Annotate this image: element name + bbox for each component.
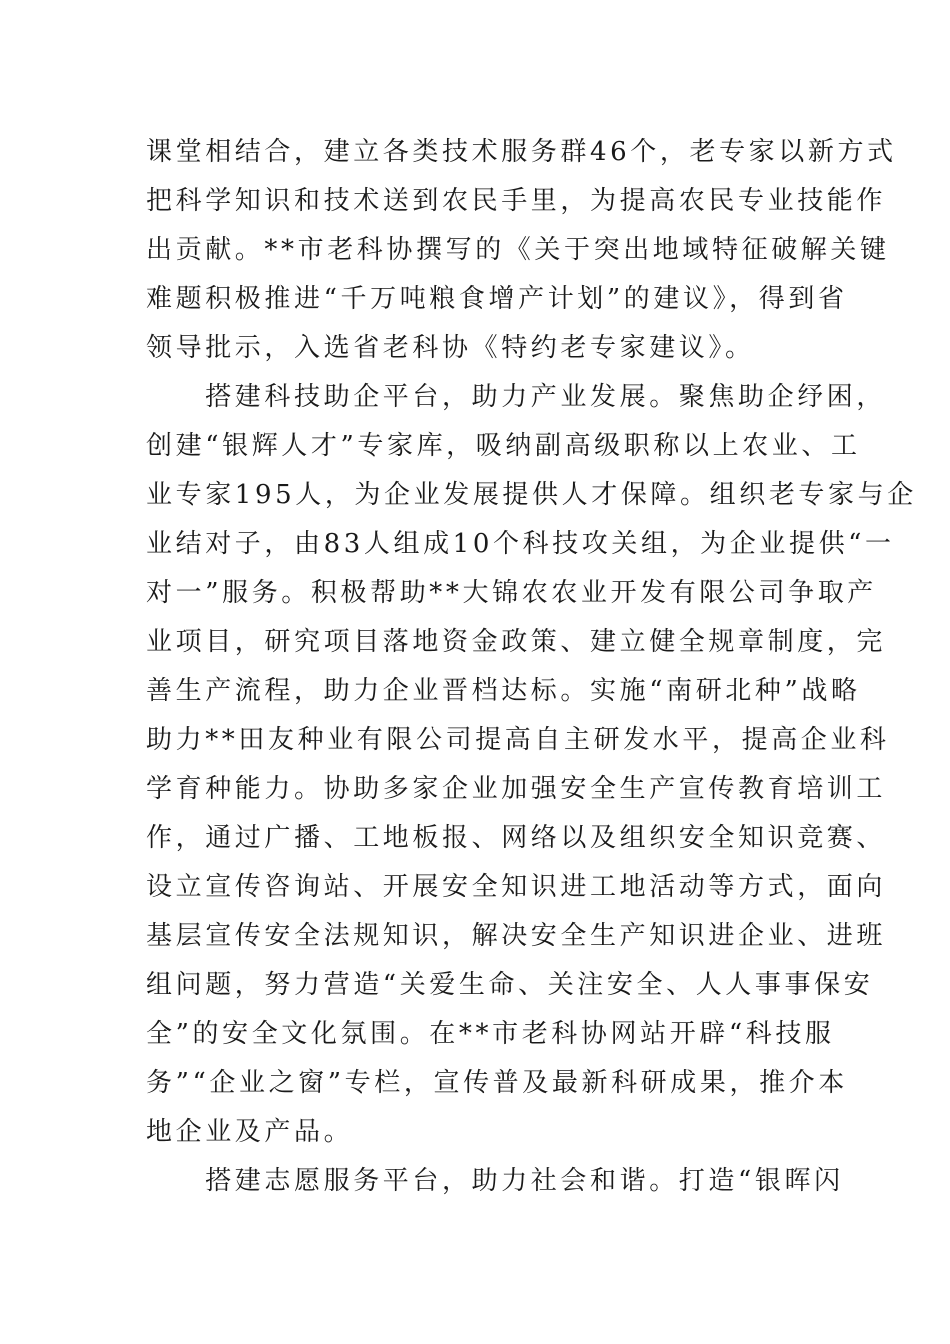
text-line: 务”“企业之窗”专栏，宣传普及最新科研成果，推介本: [146, 1068, 848, 1098]
text-line: 善生产流程，助力企业晋档达标。实施“南研北种”战略: [146, 676, 861, 706]
text-line: 课堂相结合，建立各类技术服务群46个，老专家以新方式: [146, 137, 897, 167]
text-line: 基层宣传安全法规知识，解决安全生产知识进企业、进班: [146, 921, 887, 951]
text-line: 学育种能力。协助多家企业加强安全生产宣传教育培训工: [146, 774, 887, 804]
text-line: 创建“银辉人才”专家库，吸纳副高级职称以上农业、工: [146, 431, 861, 461]
text-line: 设立宣传咨询站、开展安全知识进工地活动等方式，面向: [146, 872, 887, 902]
text-line: 把科学知识和技术送到农民手里，为提高农民专业技能作: [146, 186, 887, 216]
text-line: 领导批示，入选省老科协《特约老专家建议》。: [146, 333, 755, 363]
body-text: [146, 128, 917, 1206]
text-line: 全”的安全文化氛围。在**市老科协网站开辟“科技服: [146, 1019, 835, 1049]
text-line: 对一”服务。积极帮助**大锦农农业开发有限公司争取产: [146, 578, 877, 608]
text-line: 助力**田友种业有限公司提高自主研发水平，提高企业科: [146, 725, 890, 755]
paragraph-start-line: 搭建科技助企平台，助力产业发展。聚焦助企纾困，: [146, 382, 887, 412]
paragraph-start-line: 搭建志愿服务平台，助力社会和谐。打造“银晖闪: [146, 1166, 844, 1196]
text-line: 业结对子，由83人组成10个科技攻关组，为企业提供“一: [146, 529, 895, 559]
text-line: 业项目，研究项目落地资金政策、建立健全规章制度，完: [146, 627, 887, 657]
text-line: 出贡献。**市老科协撰写的《关于突出地域特征破解关键: [146, 235, 890, 265]
text-line: 地企业及产品。: [146, 1117, 354, 1147]
text-line: 难题积极推进“千万吨粮食增产计划”的建议》，得到省: [146, 284, 848, 314]
text-line: 作，通过广播、工地板报、网络以及组织安全知识竞赛、: [146, 823, 887, 853]
text-line: 业专家195人，为企业发展提供人才保障。组织老专家与企: [146, 480, 917, 510]
text-line: 组问题，努力营造“关爱生命、关注安全、人人事事保安: [146, 970, 874, 1000]
